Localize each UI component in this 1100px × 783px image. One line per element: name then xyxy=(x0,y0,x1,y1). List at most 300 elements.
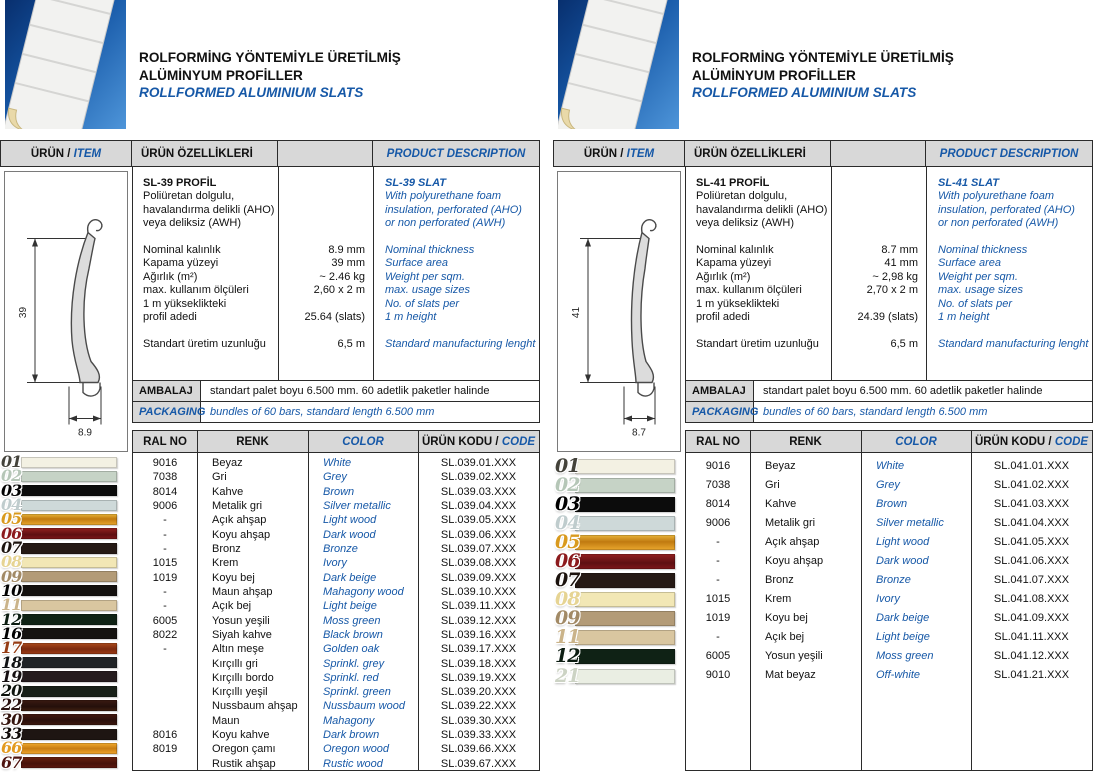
color-cell: Sprinkl. grey xyxy=(323,657,385,670)
color-table-row xyxy=(133,599,539,613)
swatch-number: 02 xyxy=(555,474,580,497)
code-cell: SL.039.16.XXX xyxy=(440,628,517,641)
color-table-row xyxy=(133,728,539,742)
color-table-row xyxy=(133,528,539,542)
slat-photo xyxy=(558,0,679,129)
spec-line: 1 m yükseklikteki xyxy=(696,297,780,310)
color-cell: Grey xyxy=(323,471,347,484)
color-cell: Dark beige xyxy=(323,571,377,584)
swatch-bar xyxy=(575,516,675,531)
page-title xyxy=(692,49,954,102)
renk-cell: Siyah kahve xyxy=(212,628,272,641)
renk-cell: Metalik gri xyxy=(212,500,263,513)
spec-line: Weight per sqm. xyxy=(385,270,465,283)
color-table-row xyxy=(133,585,539,599)
code-cell: SL.041.06.XXX xyxy=(993,554,1070,567)
ral-cell: 8022 xyxy=(152,628,178,641)
color-table-row xyxy=(686,589,1092,608)
swatch-number: 02 xyxy=(1,466,22,486)
code-cell: SL.041.11.XXX xyxy=(994,630,1069,643)
spec-line: 41 mm xyxy=(884,257,918,270)
spec-line: profil adedi xyxy=(696,310,750,323)
swatch-column xyxy=(555,457,675,686)
swatch-bar xyxy=(21,543,117,554)
spec-line: Surface area xyxy=(938,257,1001,270)
spec-line xyxy=(143,231,275,244)
color-table-body xyxy=(686,453,1092,770)
color-cell: Ivory xyxy=(323,557,347,570)
spec-line xyxy=(830,204,918,217)
spec-line: 6,5 m xyxy=(337,337,365,350)
color-table-row xyxy=(133,556,539,570)
color-table-body xyxy=(133,453,539,770)
swatch-number: 21 xyxy=(555,664,580,687)
profile-drawing xyxy=(4,171,128,452)
code-cell: SL.041.09.XXX xyxy=(993,611,1070,624)
color-table-row xyxy=(686,532,1092,551)
code-cell: SL.039.20.XXX xyxy=(440,686,517,699)
code-cell: SL.039.06.XXX xyxy=(440,528,517,541)
title-line1: ROLFORMİNG YÖNTEMİYLE ÜRETİLMİŞ xyxy=(139,50,401,65)
header-item: ÜRÜN / ITEM xyxy=(554,141,685,166)
renk-cell: Koyu ahşap xyxy=(765,554,824,567)
renk-cell: Rustik ahşap xyxy=(212,757,276,770)
spec-line: With polyurethane foam xyxy=(385,190,502,203)
renk-cell: Koyu kahve xyxy=(212,729,270,742)
renk-cell: Açık ahşap xyxy=(765,535,820,548)
code-cell: SL.039.12.XXX xyxy=(440,614,517,627)
code-cell: SL.039.19.XXX xyxy=(440,671,517,684)
swatch-number: 01 xyxy=(1,452,22,472)
title-line2: ALÜMİNYUM PROFİLLER xyxy=(139,67,303,83)
packaging-row xyxy=(685,401,1093,423)
code-cell: SL.039.18.XXX xyxy=(440,657,517,670)
spec-line xyxy=(696,231,828,244)
spec-values xyxy=(830,177,918,351)
renk-cell: Altın meşe xyxy=(212,643,264,656)
color-cell: Light beige xyxy=(876,630,930,643)
color-table-row xyxy=(133,699,539,713)
color-table-row xyxy=(133,613,539,627)
spec-line xyxy=(277,190,365,203)
code-cell: SL.041.05.XXX xyxy=(993,535,1070,548)
spec-line: Weight per sqm. xyxy=(938,270,1018,283)
swatch-bar xyxy=(21,528,117,539)
color-cell: Sprinkl. red xyxy=(323,671,379,684)
ral-cell: - xyxy=(163,528,167,541)
code-cell: SL.041.07.XXX xyxy=(993,573,1070,586)
renk-cell: Nussbaum ahşap xyxy=(212,700,298,713)
color-table-row xyxy=(133,656,539,670)
swatch-row xyxy=(1,752,117,772)
color-cell: Ivory xyxy=(876,592,900,605)
color-cell: Dark wood xyxy=(876,554,929,567)
header-ozellikler: ÜRÜN ÖZELLİKLERİ xyxy=(685,141,831,166)
renk-cell: Krem xyxy=(212,557,239,570)
spec-line xyxy=(938,324,1090,337)
color-cell: Light wood xyxy=(323,514,377,527)
color-cell: Black brown xyxy=(323,628,383,641)
packaging-label: PACKAGING xyxy=(133,402,201,422)
swatch-bar xyxy=(575,554,675,569)
header-empty xyxy=(831,141,926,166)
color-table-row xyxy=(133,542,539,556)
swatch-bar xyxy=(21,671,117,682)
renk-cell: Maun xyxy=(212,714,240,727)
renk-cell: Kırçıllı yeşil xyxy=(212,686,268,699)
spec-line: Standart üretim uzunluğu xyxy=(143,337,266,350)
spec-line xyxy=(143,324,275,337)
ral-cell: - xyxy=(716,535,720,548)
spec-line: Poliüretan dolgulu, xyxy=(143,190,235,203)
ambalaj-text: standart palet boyu 6.500 mm. 60 adetlik paketler halinde xyxy=(210,385,490,397)
spec-line: Kapama yüzeyi xyxy=(143,257,219,270)
color-cell: Moss green xyxy=(876,649,934,662)
profile-drawing xyxy=(557,171,681,452)
spec-line: havalandırma delikli (AHO) xyxy=(143,203,275,216)
spec-line xyxy=(830,231,918,244)
spec-line: 8.9 mm xyxy=(328,243,365,256)
packaging-text: bundles of 60 bars, standard length 6.500 mm xyxy=(763,406,988,418)
ral-cell: 8016 xyxy=(152,729,178,742)
spec-line: max. kullanım ölçüleri xyxy=(696,284,802,297)
spec-line: 2,70 x 2 m xyxy=(866,284,918,297)
spec-line: havalandırma delikli (AHO) xyxy=(696,203,828,216)
swatch-number: 16 xyxy=(1,623,22,643)
spec-line: No. of slats per xyxy=(938,297,1012,310)
swatch-bar xyxy=(575,478,675,493)
spec-labels-tr xyxy=(696,177,828,351)
swatch-number: 03 xyxy=(1,480,22,500)
color-cell: Brown xyxy=(876,497,908,510)
renk-cell: Bronz xyxy=(765,573,794,586)
color-cell: Oregon wood xyxy=(323,743,390,756)
packaging-row xyxy=(132,401,540,423)
swatch-number: 06 xyxy=(1,523,22,543)
swatch-bar xyxy=(21,628,117,639)
spec-line: Nominal thickness xyxy=(938,243,1028,256)
color-table-row xyxy=(686,627,1092,646)
swatch-bar xyxy=(21,657,117,668)
spec-line: Nominal kalınlık xyxy=(696,243,774,256)
spec-labels-en xyxy=(938,177,1090,351)
ral-cell: - xyxy=(716,630,720,643)
spec-line xyxy=(277,217,365,230)
color-cell: Moss green xyxy=(323,614,381,627)
swatch-bar xyxy=(575,630,675,645)
swatch-number: 10 xyxy=(1,580,22,600)
spec-line: SL-41 SLAT xyxy=(938,177,999,189)
renk-cell: Metalik gri xyxy=(765,516,816,529)
code-cell: SL.039.09.XXX xyxy=(440,571,517,584)
swatch-bar xyxy=(575,592,675,607)
swatch-bar xyxy=(21,686,117,697)
spec-line: or non perforated (AWH) xyxy=(938,217,1059,230)
spec-line xyxy=(277,298,365,311)
spec-line xyxy=(830,324,918,337)
spec-line: 2,60 x 2 m xyxy=(313,284,365,297)
color-table xyxy=(132,430,540,771)
spec-line: or non perforated (AWH) xyxy=(385,217,506,230)
ral-cell: 8014 xyxy=(152,485,178,498)
col-ral: RAL NO xyxy=(696,435,740,448)
renk-cell: Bronz xyxy=(212,543,241,556)
swatch-bar xyxy=(21,757,117,768)
swatch-number: 12 xyxy=(555,645,580,668)
spec-line xyxy=(830,177,918,190)
swatch-number: 30 xyxy=(1,709,22,729)
color-cell: Dark wood xyxy=(323,528,376,541)
ambalaj-row xyxy=(685,380,1093,402)
divider xyxy=(373,167,374,380)
code-cell: SL.041.01.XXX xyxy=(993,459,1070,472)
color-table-row xyxy=(133,628,539,642)
ral-cell: 7038 xyxy=(705,478,731,491)
ambalaj-label: AMBALAJ xyxy=(133,381,201,401)
renk-cell: Oregon çamı xyxy=(212,743,276,756)
swatch-bar xyxy=(575,535,675,550)
color-table-header xyxy=(133,431,539,453)
color-table-row xyxy=(133,671,539,685)
spec-line xyxy=(277,324,365,337)
spec-line: 1 m height xyxy=(938,310,990,323)
swatch-bar xyxy=(21,700,117,711)
spec-line: 8.7 mm xyxy=(881,243,918,256)
code-cell: SL.039.07.XXX xyxy=(440,543,517,556)
color-table-row xyxy=(133,470,539,484)
swatch-number: 05 xyxy=(555,531,580,554)
swatch-number: 18 xyxy=(1,652,22,672)
swatch-bar xyxy=(575,611,675,626)
renk-cell: Mat beyaz xyxy=(765,669,816,682)
header-ozellikler: ÜRÜN ÖZELLİKLERİ xyxy=(132,141,278,166)
renk-cell: Açık ahşap xyxy=(212,514,267,527)
spec-line: With polyurethane foam xyxy=(938,190,1055,203)
swatch-bar xyxy=(21,729,117,740)
header-empty xyxy=(278,141,373,166)
renk-cell: Açık bej xyxy=(765,630,805,643)
ral-cell: 6005 xyxy=(152,614,178,627)
color-cell: Bronze xyxy=(876,573,911,586)
code-cell: SL.039.11.XXX xyxy=(441,600,516,613)
ral-cell: 9010 xyxy=(705,669,731,682)
spec-line xyxy=(830,298,918,311)
color-table-row xyxy=(133,513,539,527)
swatch-bar xyxy=(21,714,117,725)
swatch-row xyxy=(555,647,675,666)
color-table-row xyxy=(686,570,1092,589)
ral-cell: 8019 xyxy=(152,743,178,756)
spec-line: Poliüretan dolgulu, xyxy=(696,190,788,203)
renk-cell: Yosun yeşili xyxy=(212,614,270,627)
swatch-column xyxy=(1,452,117,772)
title-line3: ROLLFORMED ALUMINIUM SLATS xyxy=(139,85,364,100)
renk-cell: Gri xyxy=(765,478,780,491)
swatch-bar xyxy=(21,614,117,625)
swatch-row xyxy=(555,664,675,687)
color-table-row xyxy=(133,456,539,470)
color-cell: White xyxy=(876,459,905,472)
swatch-bar xyxy=(575,459,675,474)
renk-cell: Koyu ahşap xyxy=(212,528,271,541)
ral-cell: 1015 xyxy=(705,592,731,605)
spec-labels-tr xyxy=(143,177,275,351)
color-cell: Silver metallic xyxy=(323,500,391,513)
packaging-text: bundles of 60 bars, standard length 6.500 mm xyxy=(210,406,435,418)
renk-cell: Kahve xyxy=(765,497,797,510)
spec-line xyxy=(277,204,365,217)
code-cell: SL.039.01.XXX xyxy=(440,457,517,470)
swatch-number: 19 xyxy=(1,666,22,686)
spec-line: Nominal kalınlık xyxy=(143,243,221,256)
code-cell: SL.041.08.XXX xyxy=(993,592,1070,605)
code-cell: SL.041.04.XXX xyxy=(993,516,1070,529)
color-table-row xyxy=(686,551,1092,570)
code-cell: SL.041.02.XXX xyxy=(993,478,1070,491)
swatch-bar xyxy=(21,500,117,511)
swatch-number: 09 xyxy=(1,566,22,586)
spec-line xyxy=(277,177,365,190)
slat-photo xyxy=(5,0,126,129)
slat-photo-art xyxy=(5,0,126,129)
swatch-bar xyxy=(575,497,675,512)
color-table-row xyxy=(133,499,539,513)
swatch-number: 05 xyxy=(1,509,22,529)
color-table-row xyxy=(686,513,1092,532)
swatch-bar xyxy=(575,669,675,684)
swatch-bar xyxy=(21,514,117,525)
ral-cell: 6005 xyxy=(705,649,731,662)
swatch-number: 09 xyxy=(555,607,580,630)
spec-line: 6,5 m xyxy=(890,337,918,350)
panel-sl39 xyxy=(0,0,540,783)
swatch-bar xyxy=(21,471,117,482)
title-line2: ALÜMİNYUM PROFİLLER xyxy=(692,67,856,83)
col-color: COLOR xyxy=(895,435,937,448)
ral-cell: - xyxy=(716,554,720,567)
renk-cell: Yosun yeşili xyxy=(765,649,823,662)
color-table-row xyxy=(133,485,539,499)
spec-line: Ağırlık (m²) xyxy=(143,270,198,283)
spec-line: 1 m yükseklikteki xyxy=(143,297,227,310)
ral-cell: - xyxy=(716,573,720,586)
spec-line: 39 mm xyxy=(331,257,365,270)
color-cell: Golden oak xyxy=(323,643,380,656)
ral-cell: - xyxy=(163,514,167,527)
spec-line: Ağırlık (m²) xyxy=(696,270,751,283)
spec-line xyxy=(938,231,1090,244)
swatch-number: 06 xyxy=(555,550,580,573)
spec-labels-en xyxy=(385,177,537,351)
ral-cell: 1019 xyxy=(705,611,731,624)
ral-cell: - xyxy=(163,643,167,656)
code-cell: SL.039.33.XXX xyxy=(440,729,517,742)
swatch-bar xyxy=(575,649,675,664)
swatch-number: 11 xyxy=(555,626,580,649)
page-title xyxy=(139,49,401,102)
ral-cell: - xyxy=(163,585,167,598)
spec-line: insulation, perforated (AHO) xyxy=(938,203,1075,216)
color-cell: Light beige xyxy=(323,600,377,613)
swatch-number: 33 xyxy=(1,724,22,744)
renk-cell: Beyaz xyxy=(765,459,796,472)
code-cell: SL.039.66.XXX xyxy=(440,743,517,756)
renk-cell: Koyu bej xyxy=(765,611,808,624)
spec-line: 25.64 (slats) xyxy=(304,310,365,323)
spec-line: ~ 2,98 kg xyxy=(872,270,918,283)
swatch-bar xyxy=(21,643,117,654)
color-table-row xyxy=(686,494,1092,513)
color-cell: Brown xyxy=(323,485,355,498)
spec-line: No. of slats per xyxy=(385,297,459,310)
color-table-row xyxy=(686,456,1092,475)
title-line3: ROLLFORMED ALUMINIUM SLATS xyxy=(692,85,917,100)
renk-cell: Krem xyxy=(765,592,792,605)
spec-line: SL-39 SLAT xyxy=(385,177,446,189)
table-header-row xyxy=(0,140,540,167)
ral-cell: 9016 xyxy=(152,457,178,470)
color-cell: Light wood xyxy=(876,535,930,548)
swatch-number: 07 xyxy=(1,538,22,558)
spec-line: 24.39 (slats) xyxy=(857,310,918,323)
swatch-number: 03 xyxy=(555,493,580,516)
color-table-row xyxy=(133,757,539,771)
color-table-row xyxy=(133,642,539,656)
spec-section xyxy=(685,166,1093,381)
ral-cell: 8014 xyxy=(705,497,731,510)
swatch-bar xyxy=(21,743,117,754)
ral-cell: 9006 xyxy=(705,516,731,529)
table-header-row xyxy=(553,140,1093,167)
code-cell: SL.041.03.XXX xyxy=(993,497,1070,510)
spec-line: Nominal thickness xyxy=(385,243,475,256)
col-renk: RENK xyxy=(236,435,269,448)
spec-line: SL-41 PROFİL xyxy=(696,177,770,189)
color-cell: Rustic wood xyxy=(323,757,383,770)
code-cell: SL.039.03.XXX xyxy=(440,485,517,498)
ral-cell: 1015 xyxy=(152,557,178,570)
color-table-row xyxy=(686,646,1092,665)
width-dimension: 8.9 xyxy=(78,427,92,439)
swatch-bar xyxy=(21,457,117,468)
slat-photo-art xyxy=(558,0,679,129)
spec-line xyxy=(830,190,918,203)
code-cell: SL.041.12.XXX xyxy=(993,649,1070,662)
spec-line xyxy=(830,217,918,230)
color-cell: Dark brown xyxy=(323,729,380,742)
spec-line xyxy=(385,231,537,244)
swatch-bar xyxy=(21,585,117,596)
spec-line: Standart üretim uzunluğu xyxy=(696,337,819,350)
spec-line: max. usage sizes xyxy=(938,284,1023,297)
color-cell: Bronze xyxy=(323,543,358,556)
color-table-row xyxy=(133,685,539,699)
color-cell: Nussbaum wood xyxy=(323,700,405,713)
renk-cell: Açık bej xyxy=(212,600,252,613)
color-table-row xyxy=(686,475,1092,494)
code-cell: SL.039.08.XXX xyxy=(440,557,517,570)
ral-cell: - xyxy=(163,543,167,556)
spec-line: veya deliksiz (AWH) xyxy=(696,217,794,230)
spec-line: Surface area xyxy=(385,257,448,270)
spec-line: ~ 2.46 kg xyxy=(319,270,365,283)
renk-cell: Gri xyxy=(212,471,227,484)
ambalaj-text: standart palet boyu 6.500 mm. 60 adetlik paketler halinde xyxy=(763,385,1043,397)
renk-cell: Koyu bej xyxy=(212,571,255,584)
spec-line: insulation, perforated (AHO) xyxy=(385,203,522,216)
ambalaj-label: AMBALAJ xyxy=(686,381,754,401)
divider xyxy=(926,167,927,380)
